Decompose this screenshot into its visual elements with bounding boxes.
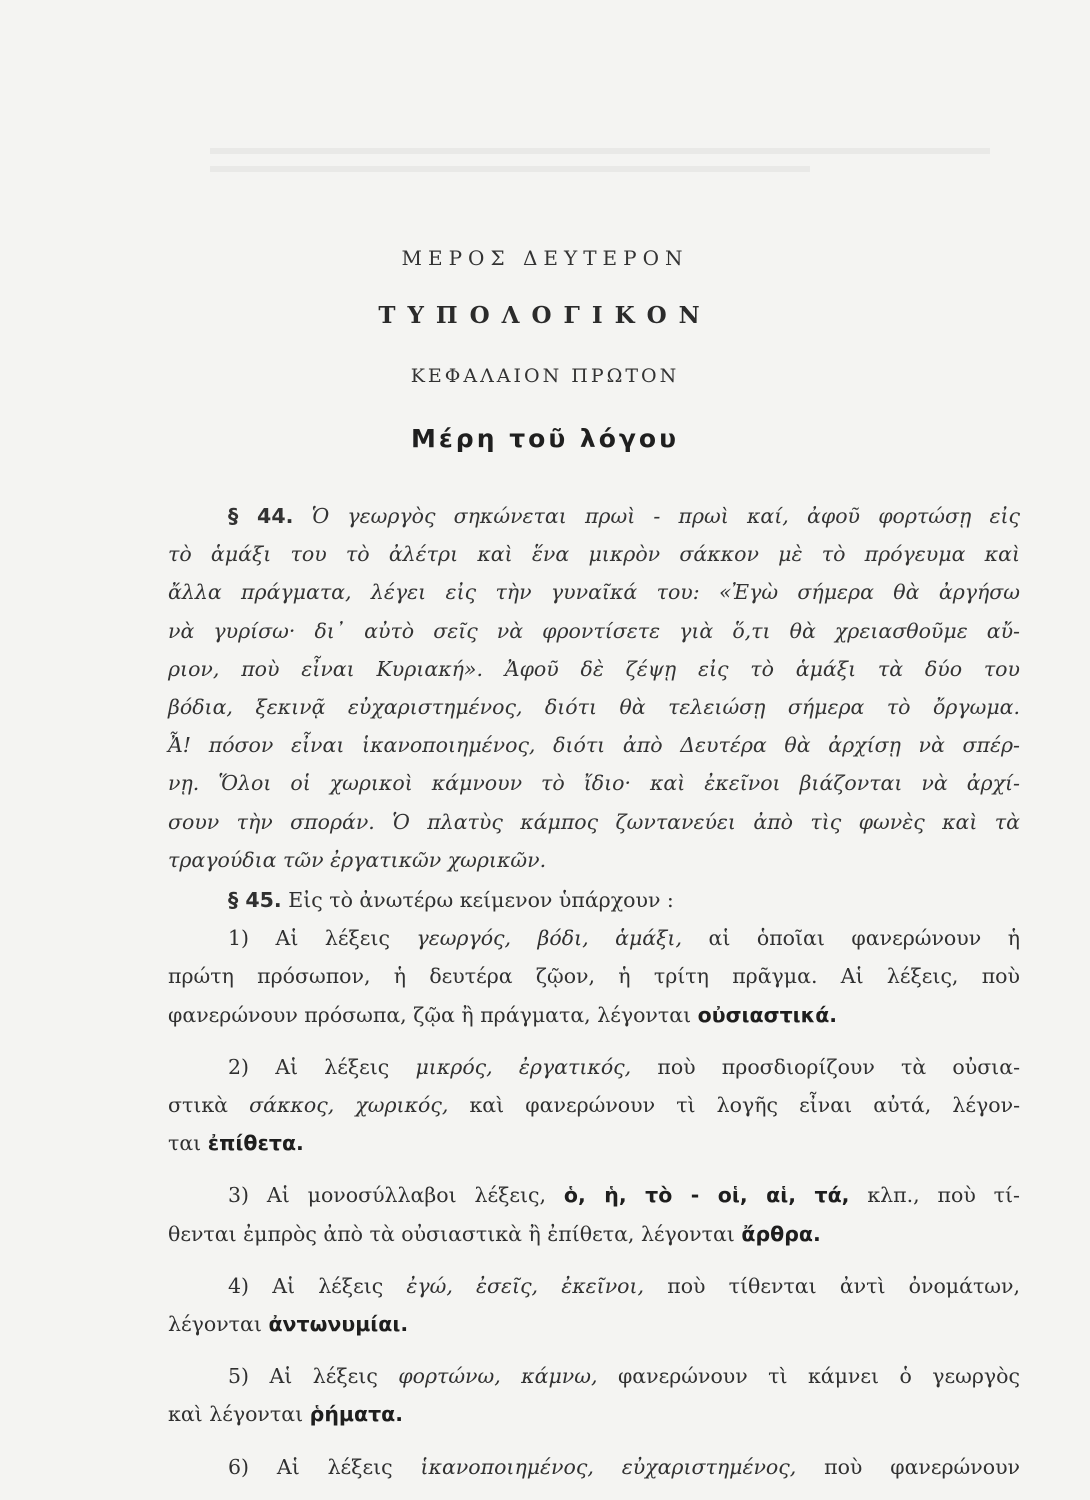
chapter-heading: ΚΕΦΑΛΑΙΟΝ ΠΡΩΤΟΝ <box>410 365 680 387</box>
text-line: 5) Αἱ λέξεις φορτώνω, κάμνω, φανερώνουν τὶ κάμνει ὁ γεωργὸς <box>228 1364 1020 1389</box>
list-item <box>168 1267 1020 1343</box>
list-item <box>168 1448 1020 1486</box>
text-line: ται ἐπίθετα. <box>168 1131 304 1156</box>
part-heading: ΜΕΡΟΣ ΔΕΥΤΕΡΟΝ <box>401 246 689 270</box>
bleed-through-text <box>210 140 1010 180</box>
paragraph-45 <box>168 881 1020 1486</box>
term-articles: ἄρθρα. <box>741 1221 821 1246</box>
text-line: τὸ ἁμάξι του τὸ ἀλέτρι καὶ ἕνα μικρὸν σάκκον μὲ τὸ πρόγευμα καὶ <box>168 542 1020 567</box>
term-verbs: ῥήματα. <box>309 1402 404 1427</box>
text-line: πρώτη πρόσωπον, ἡ δευτέρα ζῷον, ἡ τρίτη πρᾶγμα. Αἱ λέξεις, ποὺ <box>168 964 1020 989</box>
term-adjectives: ἐπίθετα. <box>207 1131 304 1156</box>
text-line: 1) Αἱ λέξεις γεωργός, βόδι, ἁμάξι, αἱ ὁποῖαι φανερώνουν ἡ <box>228 926 1020 951</box>
text-line: φανερώνουν πρόσωπα, ζῷα ἢ πράγματα, λέγονται οὐσιαστικά. <box>168 1002 838 1027</box>
text-line: βόδια, ξεκινᾷ εὐχαριστημένος, διότι θὰ τελειώσῃ σήμερα τὸ ὄργωμα. <box>168 695 1020 720</box>
text-line: Ἆ! πόσον εἶναι ἱκανοποιημένος, διότι ἀπὸ Δευτέρα θὰ ἀρχίσῃ νὰ σπέρ- <box>168 733 1020 758</box>
text-line: 6) Αἱ λέξεις ἱκανοποιημένος, εὐχαριστημένος, ποὺ φανερώνουν <box>228 1454 1020 1479</box>
text-line: σουν τὴν σποράν. Ὁ πλατὺς κάμπος ζωντανεύει ἀπὸ τὶς φωνὲς καὶ τὰ <box>168 809 1020 834</box>
section-sign: § 45. <box>228 888 282 912</box>
text-line: νὰ γυρίσω· δι᾽ αὐτὸ σεῖς νὰ φροντίσετε γιὰ ὅ,τι θὰ χρειασθοῦμε αὔ- <box>168 618 1020 643</box>
paragraph-44 <box>168 497 1020 879</box>
list-item <box>168 1357 1020 1433</box>
text-line: 2) Αἱ λέξεις μικρός, ἐργατικός, ποὺ προσδιορίζουν τὰ οὐσια- <box>228 1054 1020 1079</box>
text-line: § 44. Ὁ γεωργὸς σηκώνεται πρωὶ - πρωὶ καί, ἀφοῦ φορτώσῃ εἰς <box>228 504 1020 528</box>
list-item <box>168 1048 1020 1163</box>
text-line: 3) Αἱ μονοσύλλαβοι λέξεις, ὁ, ἡ, τὸ - οἱ, αἱ, τά, κλπ., ποὺ τί- <box>228 1183 1020 1208</box>
text-line: τραγούδια τῶν ἐργατικῶν χωρικῶν. <box>168 847 547 872</box>
text-line: 4) Αἱ λέξεις ἐγώ, ἐσεῖς, ἐκεῖνοι, ποὺ τίθενται ἀντὶ ὀνομάτων, <box>228 1273 1020 1298</box>
chapter-title: Μέρη τοῦ λόγου <box>411 424 679 453</box>
section-sign: § 44. <box>228 504 294 528</box>
text-line: λέγονται ἀντωνυμίαι. <box>168 1312 409 1337</box>
text-line: καὶ λέγονται ῥήματα. <box>168 1402 404 1427</box>
list-item <box>168 919 1020 1034</box>
text-line: § 45. Εἰς τὸ ἀνωτέρω κείμενον ὑπάρχουν : <box>228 888 674 912</box>
text-line: νῃ. Ὅλοι οἱ χωρικοὶ κάμνουν τὸ ἴδιο· καὶ ἐκεῖνοι βιάζονται νὰ ἀρχί- <box>168 771 1020 796</box>
text-line: ριον, ποὺ εἶναι Κυριακή». Ἀφοῦ δὲ ζέψῃ εἰς τὸ ἁμάξι τὰ δύο του <box>168 656 1020 681</box>
list-item <box>168 1176 1020 1252</box>
section-heading: ΤΥΠΟΛΟΓΙΚΟΝ <box>378 302 712 329</box>
term-nouns: οὐσιαστικά. <box>697 1002 838 1027</box>
text-line: στικὰ σάκκος, χωρικός, καὶ φανερώνουν τὶ λογῆς εἶναι αὐτά, λέγον- <box>168 1093 1020 1118</box>
term-pronouns: ἀντωνυμίαι. <box>268 1312 409 1337</box>
text-line: ἄλλα πράγματα, λέγει εἰς τὴν γυναῖκά του: «Ἐγὼ σήμερα θὰ ἀργήσω <box>168 580 1020 605</box>
text-line: θενται ἐμπρὸς ἀπὸ τὰ οὐσιαστικὰ ἢ ἐπίθετα, λέγονται ἄρθρα. <box>168 1221 821 1246</box>
